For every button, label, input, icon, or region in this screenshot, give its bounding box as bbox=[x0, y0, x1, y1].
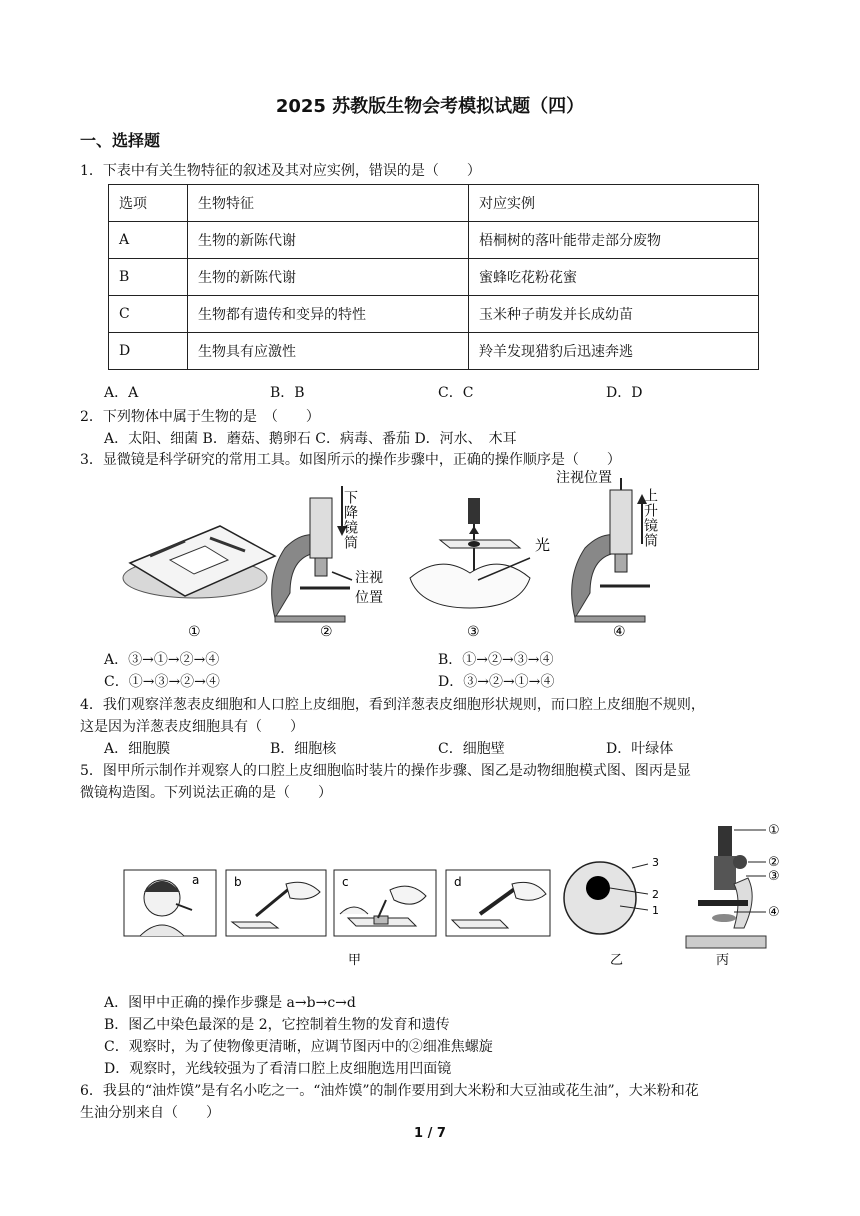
watch-pos-2-line1: 注视 bbox=[355, 570, 383, 586]
table-cell: 生物都有遗传和变异的特性 bbox=[188, 296, 469, 333]
table-cell: 梧桐树的落叶能带走部分废物 bbox=[469, 222, 759, 259]
stage-illustration bbox=[123, 526, 275, 598]
option-d[interactable]: D．观察时，光线较强为了看清口腔上皮细胞选用凹面镜 bbox=[104, 1061, 452, 1077]
figure-bing-label: 丙 bbox=[716, 953, 730, 968]
microscope-lowering-illustration bbox=[272, 486, 352, 622]
option-b[interactable]: B．图乙中染色最深的是 2，它控制着生物的发育和遗传 bbox=[104, 1017, 450, 1033]
panel-d-label: d bbox=[454, 875, 462, 889]
table-cell: 生物具有应激性 bbox=[188, 333, 469, 370]
table-cell: 玉米种子萌发并长成幼苗 bbox=[469, 296, 759, 333]
step-4-label: ④ bbox=[613, 624, 626, 640]
microscope-label-3: ③ bbox=[768, 869, 780, 884]
option-a[interactable]: A．细胞膜 bbox=[104, 741, 171, 757]
microscope-label-4: ④ bbox=[768, 905, 780, 920]
table-row bbox=[109, 296, 759, 333]
page-title: 2025 苏教版生物会考模拟试题（四） bbox=[275, 96, 585, 117]
option-a[interactable]: A．图甲中正确的操作步骤是 a→b→c→d bbox=[104, 995, 356, 1011]
microscope-diagram bbox=[686, 826, 766, 948]
table-cell: A bbox=[109, 222, 188, 259]
option-b[interactable]: B．细胞核 bbox=[270, 741, 337, 757]
option-a[interactable]: A．③→①→②→④ bbox=[104, 652, 220, 668]
microscope-label-1: ① bbox=[768, 823, 780, 838]
option-d[interactable]: D．③→②→①→④ bbox=[438, 674, 555, 690]
option-a[interactable]: A．A bbox=[104, 385, 139, 401]
cell-label-2: 2 bbox=[652, 888, 659, 901]
watch-position-label-4: 注视位置 bbox=[556, 470, 612, 486]
option-d[interactable]: D．D bbox=[606, 385, 643, 401]
table-header-cell: 选项 bbox=[109, 185, 188, 222]
table-cell: C bbox=[109, 296, 188, 333]
panel-c-label: c bbox=[342, 875, 349, 889]
microscope-raising-illustration bbox=[572, 478, 650, 622]
cell-label-1: 1 bbox=[652, 904, 659, 917]
question-1-table bbox=[108, 184, 759, 370]
question-5-stem-line2: 微镜构造图。下列说法正确的是（ ） bbox=[80, 785, 332, 801]
question-4-stem-line1: 4．我们观察洋葱表皮细胞和人口腔上皮细胞，看到洋葱表皮细胞形状规则，而口腔上皮细胞不规则， bbox=[80, 697, 705, 713]
table-cell: 生物的新陈代谢 bbox=[188, 259, 469, 296]
panel-b-label: b bbox=[234, 875, 242, 889]
step-1-label: ① bbox=[188, 624, 201, 640]
table-header-cell: 对应实例 bbox=[469, 185, 759, 222]
question-5-figure bbox=[120, 818, 800, 974]
table-header-row bbox=[109, 185, 759, 222]
option-b[interactable]: B．①→②→③→④ bbox=[438, 652, 554, 668]
option-c[interactable]: C．①→③→②→④ bbox=[104, 674, 220, 690]
table-cell: B bbox=[109, 259, 188, 296]
hands-light-illustration bbox=[410, 498, 530, 608]
table-cell: 蜜蜂吃花粉花蜜 bbox=[469, 259, 759, 296]
question-2-options[interactable]: A．太阳、细菌 B．蘑菇、鹅卵石 C．病毒、番茄 D．河水、 木耳 bbox=[104, 431, 517, 447]
cell-label-3: 3 bbox=[652, 856, 659, 869]
up-tube-label: 上升镜筒 bbox=[642, 488, 658, 548]
figure-yi-label: 乙 bbox=[610, 953, 624, 968]
table-cell: 生物的新陈代谢 bbox=[188, 222, 469, 259]
option-c[interactable]: C．C bbox=[438, 385, 474, 401]
table-cell: D bbox=[109, 333, 188, 370]
table-header-cell: 生物特征 bbox=[188, 185, 469, 222]
figure-jia-label: 甲 bbox=[348, 953, 362, 968]
panel-c bbox=[334, 870, 436, 936]
question-1-stem: 1．下表中有关生物特征的叙述及其对应实例，错误的是（ ） bbox=[80, 163, 481, 179]
table-row bbox=[109, 222, 759, 259]
option-c[interactable]: C．观察时，为了使物像更清晰，应调节图丙中的②细准焦螺旋 bbox=[104, 1039, 493, 1055]
watch-position-label-2 bbox=[355, 570, 387, 606]
question-5-stem-line1: 5．图甲所示制作并观察人的口腔上皮细胞临时装片的操作步骤、图乙是动物细胞模式图、图丙是显 bbox=[80, 763, 691, 779]
animal-cell-diagram bbox=[564, 862, 648, 934]
light-label: 光 bbox=[535, 536, 551, 554]
table-row bbox=[109, 259, 759, 296]
section-heading: 一、选择题 bbox=[80, 131, 161, 150]
question-3-figure bbox=[110, 468, 670, 640]
panel-a-label: a bbox=[192, 873, 200, 887]
question-4-stem-line2: 这是因为洋葱表皮细胞具有（ ） bbox=[80, 719, 304, 735]
step-2-label: ② bbox=[320, 624, 333, 640]
question-6-stem-line1: 6．我县的“油炸馍”是有名小吃之一。“油炸馍”的制作要用到大米粉和大豆油或花生油”，大米粉和花 bbox=[80, 1083, 699, 1099]
table-cell: 羚羊发现猎豹后迅速奔逃 bbox=[469, 333, 759, 370]
down-tube-label: 下降镜筒 bbox=[342, 490, 358, 550]
page-number: 1 / 7 bbox=[414, 1126, 446, 1141]
question-2-stem: 2．下列物体中属于生物的是 （ ） bbox=[80, 409, 320, 425]
question-6-stem-line2: 生油分别来自（ ） bbox=[80, 1105, 220, 1121]
option-d[interactable]: D．叶绿体 bbox=[606, 741, 674, 757]
step-3-label: ③ bbox=[467, 624, 480, 640]
watch-pos-2-line2: 位置 bbox=[355, 590, 383, 606]
question-3-stem: 3．显微镜是科学研究的常用工具。如图所示的操作步骤中，正确的操作顺序是（ ） bbox=[80, 452, 621, 468]
option-c[interactable]: C．细胞壁 bbox=[438, 741, 505, 757]
microscope-label-2: ② bbox=[768, 855, 780, 870]
table-row bbox=[109, 333, 759, 370]
panel-a bbox=[124, 870, 216, 936]
option-b[interactable]: B．B bbox=[270, 385, 305, 401]
